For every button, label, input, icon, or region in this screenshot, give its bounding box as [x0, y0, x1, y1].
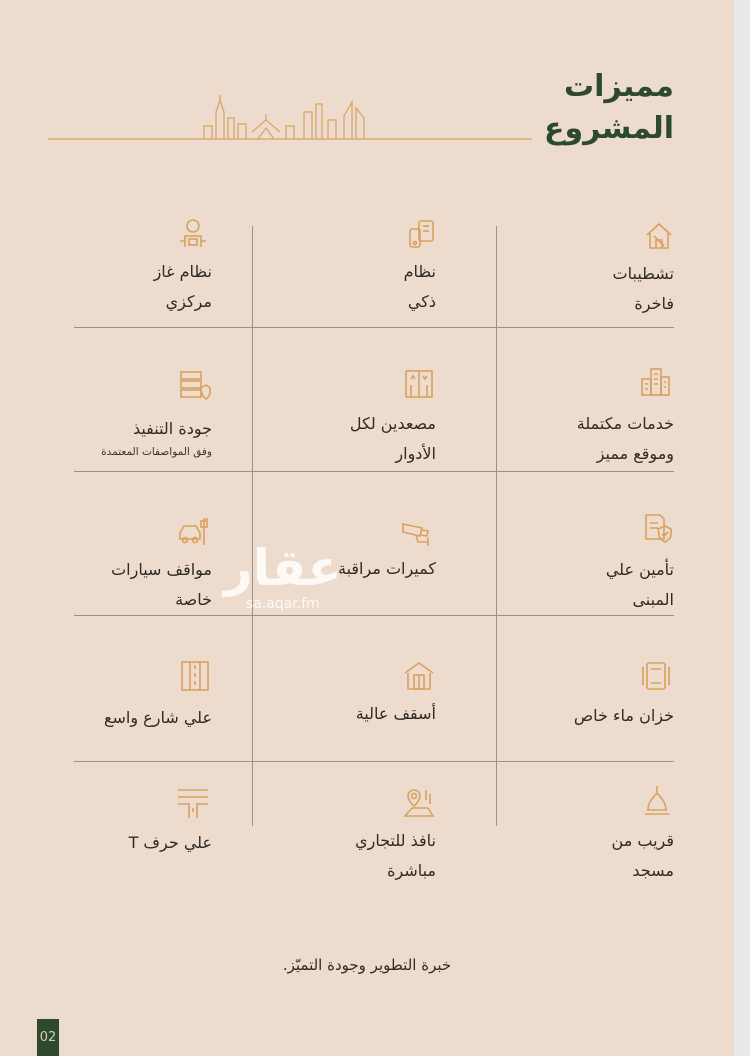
water-tank-icon	[638, 659, 672, 693]
watermark-url: sa.aqar.fm	[245, 596, 320, 612]
watermark	[224, 540, 342, 612]
mosque-icon	[640, 784, 674, 818]
feature-subtitle: وفق المواصفات المعتمدة	[101, 446, 212, 458]
building-insurance-icon	[640, 511, 674, 545]
quality-server-icon	[178, 368, 212, 402]
title-line-1: مميزات	[563, 69, 674, 104]
footer-tagline: خبرة التطوير وجودة التميّز.	[282, 956, 452, 974]
parking-icon	[176, 515, 210, 549]
grid-divider-horizontal-3	[74, 615, 674, 616]
buildings-icon	[638, 365, 672, 399]
wide-street-icon	[178, 659, 212, 693]
title-line-2: المشروع	[544, 111, 674, 146]
watermark-logo: عقار	[224, 539, 342, 597]
camera-icon	[400, 516, 434, 550]
skyline-icon	[48, 94, 532, 144]
grid-divider-horizontal-2	[74, 471, 674, 472]
brochure-page: مميزات المشروع تشطيبات فاخرة نظام ذكي نظام غاز مركزي خدمات مكتملة وموقع مميز مصعدين لكل الأدوار جودة التنفيذ وفق المواصفات المعتمدة تأمين علي المبنى كميرات مراقبة مواقف سيارات خاصة خزان ماء خاص أسقف عالية علي شارع واسع قريب من مسجد نافذ للتجاري مباشرة علي حرف T عقار sa.aqar.fm خبرة التطوير وجودة التميّز. 02	[0, 0, 734, 1056]
high-ceiling-icon	[402, 659, 436, 693]
commercial-access-icon	[402, 786, 436, 820]
grid-divider-horizontal-4	[74, 761, 674, 762]
page-title	[544, 66, 674, 150]
gas-system-icon	[176, 217, 210, 251]
smart-system-icon	[404, 217, 438, 251]
elevator-icon	[402, 367, 436, 401]
house-icon	[642, 219, 676, 253]
page-number: 02	[37, 1019, 59, 1056]
scrollbar[interactable]	[734, 0, 750, 1056]
t-junction-icon	[176, 786, 210, 820]
grid-divider-horizontal-1	[74, 327, 674, 328]
